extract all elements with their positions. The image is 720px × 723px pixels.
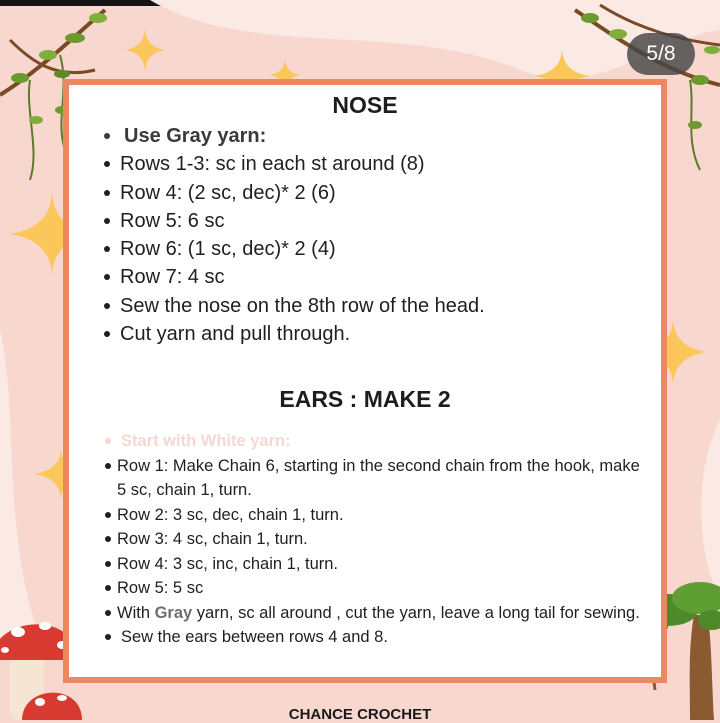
ears-step-gray-pre: With: [117, 603, 150, 622]
nose-step: Row 4: (2 sc, dec)* 2 (6): [104, 179, 485, 207]
nose-step: Row 5: 6 sc: [104, 207, 485, 235]
background-swoosh: [701, 420, 720, 600]
nose-step: Row 6: (1 sc, dec)* 2 (4): [104, 235, 485, 263]
nose-step: Sew the nose on the 8th row of the head.: [104, 292, 485, 320]
nose-steps-list: [104, 122, 485, 348]
ears-step: Row 2: 3 sc, dec, chain 1, turn.: [104, 503, 644, 528]
ears-step-gray-post: yarn, sc all around , cut the yarn, leave a long tail for sewing.: [196, 603, 640, 622]
nose-step: Cut yarn and pull through.: [104, 320, 485, 348]
nose-title: NOSE: [332, 92, 398, 118]
nose-step: Rows 1-3: sc in each st around (8): [104, 150, 485, 178]
ears-step: Row 3: 4 sc, chain 1, turn.: [104, 527, 644, 552]
ears-steps-list: [104, 429, 644, 650]
ears-step: Row 5: 5 sc: [104, 576, 644, 601]
nose-step: Row 7: 4 sc: [104, 263, 485, 291]
brand-footer: CHANCE CROCHET: [288, 706, 432, 723]
page-counter-badge: 5/8: [627, 33, 695, 75]
ears-step: Row 1: Make Chain 6, starting in the second chain from the hook, make 5 sc, chain 1, turn.: [104, 454, 644, 503]
nose-yarn-note: Use Gray yarn:: [104, 122, 485, 150]
background-swoosh: [0, 330, 40, 640]
gray-yarn-word: Gray: [154, 603, 193, 622]
ears-step: Row 4: 3 sc, inc, chain 1, turn.: [104, 552, 644, 577]
ears-step: Sew the ears between rows 4 and 8.: [104, 625, 644, 650]
sparkle-star-icon: [125, 27, 165, 73]
ears-step-gray: [104, 601, 644, 626]
ears-yarn-note: Start with White yarn:: [104, 429, 644, 454]
ears-title: EARS : MAKE 2: [279, 386, 451, 412]
